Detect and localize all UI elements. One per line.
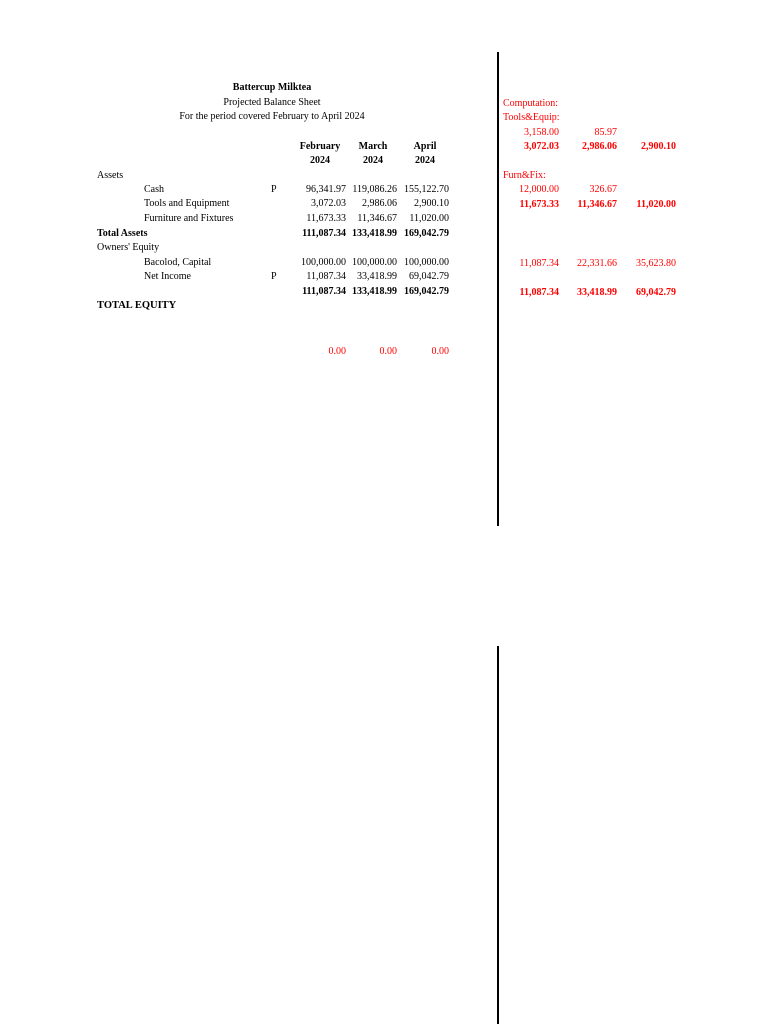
total-assets-value: 133,418.99 xyxy=(352,228,397,239)
asset-value: 2,900.10 xyxy=(414,198,449,209)
asset-row-label: Cash xyxy=(144,184,164,195)
income-value: 22,331.66 xyxy=(577,258,617,269)
furn-computed-value: 11,673.33 xyxy=(519,199,559,210)
col-header-month: March xyxy=(358,141,388,152)
total-assets-label: Total Assets xyxy=(97,228,148,239)
asset-value: 11,346.67 xyxy=(357,213,397,224)
total-equity-value: 133,418.99 xyxy=(352,286,397,297)
page-divider-line xyxy=(497,52,499,526)
col-header-year: 2024 xyxy=(415,155,435,166)
check-value: 0.00 xyxy=(379,346,397,357)
equity-value: 69,042.79 xyxy=(409,271,449,282)
income-total-value: 33,418.99 xyxy=(577,287,617,298)
tools-computed-value: 2,986.06 xyxy=(582,141,617,152)
furn-input-value: 326.67 xyxy=(589,184,617,195)
furn-input-value: 12,000.00 xyxy=(519,184,559,195)
check-value: 0.00 xyxy=(431,346,449,357)
company-name: Battercup Milktea xyxy=(232,82,312,93)
asset-value: 155,122.70 xyxy=(404,184,449,195)
income-value: 11,087.34 xyxy=(519,258,559,269)
assets-heading: Assets xyxy=(97,170,124,181)
report-period: For the period covered February to April 2024 xyxy=(179,111,365,122)
furn-computed-value: 11,346.67 xyxy=(577,199,617,210)
computation-heading: Computation: xyxy=(503,98,558,109)
asset-value: 11,673.33 xyxy=(306,213,346,224)
col-header-year: 2024 xyxy=(310,155,330,166)
income-value: 35,623.80 xyxy=(636,258,676,269)
tools-computed-value: 3,072.03 xyxy=(524,141,559,152)
asset-row-label: Tools and Equipment xyxy=(144,198,230,209)
equity-value: 100,000.00 xyxy=(352,257,397,268)
total-assets-value: 111,087.34 xyxy=(302,228,346,239)
equity-value: 33,418.99 xyxy=(357,271,397,282)
total-equity-value: 111,087.34 xyxy=(302,286,346,297)
page-divider-line xyxy=(497,646,499,1024)
tools-computed-value: 2,900.10 xyxy=(641,141,676,152)
income-total-value: 11,087.34 xyxy=(519,287,559,298)
equity-row-label: Net Income xyxy=(144,271,191,282)
report-title: Projected Balance Sheet xyxy=(223,97,321,108)
asset-value: 11,020.00 xyxy=(409,213,449,224)
total-equity-value: 169,042.79 xyxy=(404,286,449,297)
tools-input-value: 3,158.00 xyxy=(524,127,559,138)
equity-value: 100,000.00 xyxy=(301,257,346,268)
check-value: 0.00 xyxy=(328,346,346,357)
furn-computed-value: 11,020.00 xyxy=(636,199,676,210)
asset-value: 3,072.03 xyxy=(311,198,346,209)
col-header-month: February xyxy=(299,141,341,152)
equity-value: 11,087.34 xyxy=(306,271,346,282)
col-header-year: 2024 xyxy=(363,155,383,166)
col-header-month: April xyxy=(413,141,437,152)
asset-value: 96,341.97 xyxy=(306,184,346,195)
equity-value: 100,000.00 xyxy=(404,257,449,268)
currency-symbol: P xyxy=(271,184,277,195)
asset-row-label: Furniture and Fixtures xyxy=(144,213,234,224)
currency-symbol: P xyxy=(271,271,277,282)
equity-row-label: Bacolod, Capital xyxy=(144,257,212,268)
furn-fix-label: Furn&Fix: xyxy=(503,170,546,181)
asset-value: 119,086.26 xyxy=(352,184,397,195)
income-total-value: 69,042.79 xyxy=(636,287,676,298)
total-equity-label: TOTAL EQUITY xyxy=(97,300,177,311)
total-assets-value: 169,042.79 xyxy=(404,228,449,239)
tools-equip-label: Tools&Equip: xyxy=(503,112,560,123)
asset-value: 2,986.06 xyxy=(362,198,397,209)
equity-heading: Owners' Equity xyxy=(97,242,160,253)
tools-input-value: 85.97 xyxy=(594,127,617,138)
